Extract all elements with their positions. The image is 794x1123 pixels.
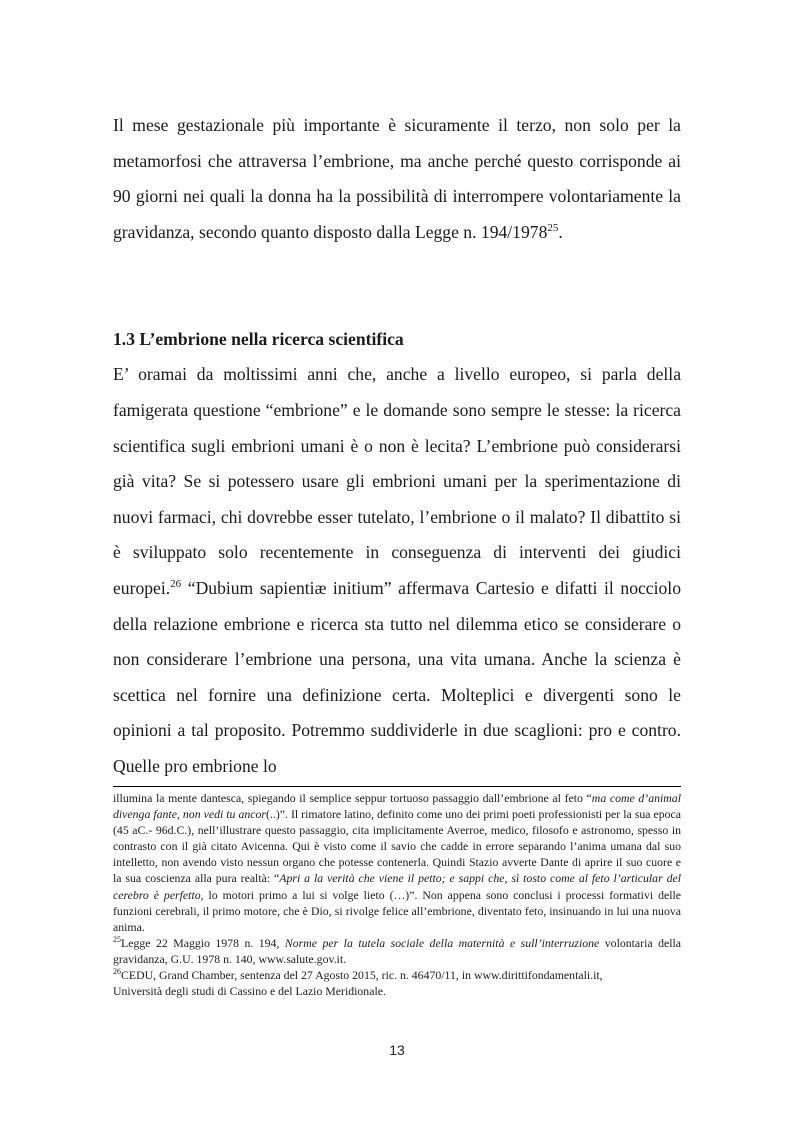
footnote-text: CEDU, Grand Chamber, sentenza del 27 Agosto 2015, ric. n. 46470/11, in www.dirittifondamentali.it, bbox=[121, 968, 603, 983]
footnote-quote: ma come d’animal divenga fante, non vedi tu ancor bbox=[113, 791, 681, 822]
footnote-text: , lo motori primo a lui si volge lieto (…)”. Non appena sono conclusi i processi formativi delle funzioni cerebrali, il primo motore, che è Dio, si rivolge felice all’embrione, diventato feto, insinuando in lui una nuova anima. bbox=[113, 887, 681, 934]
footnote-text: Legge 22 Maggio 1978 n. 194, bbox=[121, 935, 285, 950]
section-heading: 1.3 L’embrione nella ricerca scientifica bbox=[113, 329, 404, 350]
footnote-law-title: Norme per la tutela sociale della maternità e sull’interruzione bbox=[284, 935, 600, 950]
footnote-quote: Apri a la verità che viene il petto; e sappi che, sì tosto come al feto l’articular del cerebro è perfetto bbox=[113, 871, 681, 902]
footnote-continuation bbox=[113, 790, 681, 935]
footnote-text: Università degli studi di Cassino e del Lazio Meridionale. bbox=[113, 984, 386, 999]
footnote-text: volontaria della gravidanza, G.U. 1978 n. 140, www.salute.gov.it. bbox=[113, 935, 681, 966]
paragraph-text-a: E’ oramai da moltissimi anni che, anche a livello europeo, si parla della famigerata questione “embrione” e le domande sono sempre le stesse: la ricerca scientifica sugli embrioni umani è o non è lecita? L’embrione può considerarsi già vita? Se si potessero usare gli embrioni umani per la sperimentazione di nuovi farmaci, chi dovrebbe esser tutelato, l’embrione o il malato? Il dibattito si è sviluppato solo recentemente in conseguenza di interventi dei giudici europei. bbox=[113, 364, 681, 598]
paragraph-gestational-month bbox=[113, 108, 681, 250]
footnote-number: 25 bbox=[113, 934, 121, 944]
footnote-number: 26 bbox=[113, 967, 121, 977]
footnote-25 bbox=[113, 935, 681, 967]
footnote-ref-25[interactable]: 25 bbox=[547, 221, 559, 234]
paragraph-text-b: “Dubium sapientiæ initium” affermava Cartesio e difatti il nocciolo della relazione embrione e ricerca sta tutto nel dilemma etico se considerare o non considerare l’embrione una persona, una vita umana. Anche la scienza è scettica nel fornire una definizione certa. Molteplici e divergenti sono le opinioni a tal proposito. Potremmo suddividerle in due scaglioni: pro e contro. Quelle pro embrione lo bbox=[113, 577, 681, 776]
paragraph-end: . bbox=[558, 221, 563, 242]
footnote-separator bbox=[113, 786, 681, 787]
paragraph-text: Il mese gestazionale più importante è sicuramente il terzo, non solo per la metamorfosi che attraversa l’embrione, ma anche perché questo corrisponde ai 90 giorni nei quali la donna ha la possibilità di interrompere volontariamente la gravidanza, secondo quanto disposto dalla Legge n. 194/1978 bbox=[113, 115, 681, 242]
footnote-ref-26[interactable]: 26 bbox=[170, 578, 182, 591]
footnote-26 bbox=[113, 967, 681, 999]
page-number: 13 bbox=[389, 1042, 405, 1058]
footnotes bbox=[113, 790, 681, 999]
footnote-text: (..)”. Il rimatore latino, definito come uno dei primi poeti professionisti per la sua epoca (45 aC.- 96d.C.), nell’illustrare questo passaggio, cita implicitamente Averroe, medico, filosofo e astronomo, spesso in contrasto con il già citato Avicenna. Qui è visto come il savio che cadde in errore separando l’anima umana dal suo intelletto, non avendo visto nessun organo che potesse contenerla. Quindi Stazio avverte Dante di aprire il suo cuore e la sua coscienza alla pura realtà: “ bbox=[113, 807, 681, 886]
paragraph-research bbox=[113, 357, 681, 784]
main-text bbox=[113, 108, 681, 785]
footnote-text: illumina la mente dantesca, spiegando il semplice seppur tortuoso passaggio dall’embrione al feto “ bbox=[113, 791, 592, 805]
